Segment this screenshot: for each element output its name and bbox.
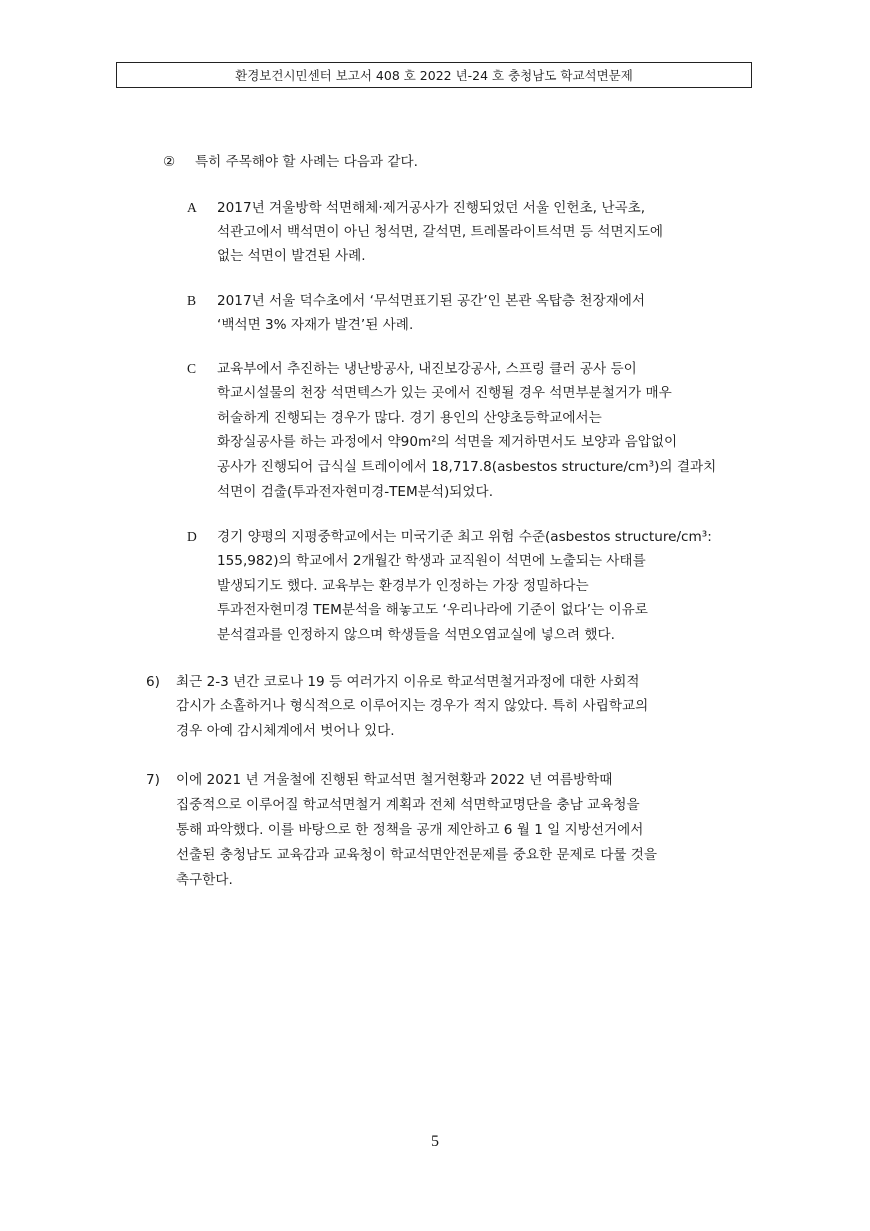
intro-marker: ②: [163, 154, 176, 170]
point-line: 집중적으로 이루어질 학교석면철거 계획과 전체 석면학교명단을 충남 교육청을: [176, 797, 640, 813]
point-line: 경우 아예 감시체계에서 벗어나 있다.: [176, 723, 395, 739]
case-line: 분석결과를 인정하지 않으며 학생들을 석면오염교실에 넣으려 했다.: [217, 627, 615, 643]
point-line: 최근 2-3 년간 코로나 19 등 여러가지 이유로 학교석면철거과정에 대한 사회적: [176, 674, 640, 690]
case-line: 석관고에서 백석면이 아닌 청석면, 갈석면, 트레몰라이트석면 등 석면지도에: [217, 224, 663, 240]
case-line: 학교시설물의 천장 석면텍스가 있는 곳에서 진행될 경우 석면부분철거가 매우: [217, 385, 672, 401]
case-marker: B: [187, 293, 197, 308]
case-line: ‘백석면 3% 자재가 발견’된 사례.: [217, 317, 414, 333]
page-number: 5: [431, 1133, 439, 1150]
report-header-title: 환경보건시민센터 보고서 408 호 2022 년-24 호 충청남도 학교석면문제: [235, 68, 633, 83]
case-line: 발생되기도 했다. 교육부는 환경부가 인정하는 가장 정밀하다는: [217, 578, 589, 594]
case-line: 2017년 겨울방학 석면해체·제거공사가 진행되었던 서울 인헌초, 난곡초,: [217, 200, 646, 216]
point-line: 선출된 충청남도 교육감과 교육청이 학교석면안전문제를 중요한 문제로 다룰 것을: [176, 847, 658, 863]
case-marker: D: [187, 529, 197, 544]
case-line: 공사가 진행되어 급식실 트레이에서 18,717.8(asbestos structure/cm³)의 결과치: [217, 459, 717, 475]
case-line: 경기 양평의 지평중학교에서는 미국기준 최고 위험 수준(asbestos structure/cm³:: [217, 529, 712, 545]
case-line: 투과전자현미경 TEM분석을 해놓고도 ‘우리나라에 기준이 없다’는 이유로: [217, 602, 648, 618]
intro-text: 특히 주목해야 할 사례는 다음과 같다.: [195, 154, 418, 170]
case-line: 2017년 서울 덕수초에서 ‘무석면표기된 공간’인 본관 옥탑층 천장재에서: [217, 293, 646, 309]
point-line: 이에 2021 년 겨울철에 진행된 학교석면 철거현황과 2022 년 여름방학때: [176, 772, 613, 788]
case-line: 화장실공사를 하는 과정에서 약90m²의 석면을 제거하면서도 보양과 음압없이: [217, 434, 678, 450]
case-line: 허술하게 진행되는 경우가 많다. 경기 용인의 산양초등학교에서는: [217, 410, 602, 426]
point-marker: 6): [146, 674, 160, 690]
case-line: 교육부에서 추진하는 냉난방공사, 내진보강공사, 스프링 클러 공사 등이: [217, 361, 637, 377]
point-line: 촉구한다.: [176, 872, 233, 888]
case-line: 없는 석면이 발견된 사례.: [217, 248, 366, 264]
case-line: 석면이 검출(투과전자현미경-TEM분석)되었다.: [217, 484, 494, 500]
point-marker: 7): [146, 772, 160, 788]
point-line: 감시가 소홀하거나 형식적으로 이루어지는 경우가 적지 않았다. 특히 사립학교의: [176, 698, 649, 714]
case-marker: A: [187, 200, 197, 215]
point-line: 통해 파악했다. 이를 바탕으로 한 정책을 공개 제안하고 6 월 1 일 지방선거에서: [176, 822, 644, 838]
case-marker: C: [187, 361, 197, 376]
report-header: [116, 62, 752, 88]
case-line: 155,982)의 학교에서 2개월간 학생과 교직원이 석면에 노출되는 사태를: [217, 553, 646, 569]
